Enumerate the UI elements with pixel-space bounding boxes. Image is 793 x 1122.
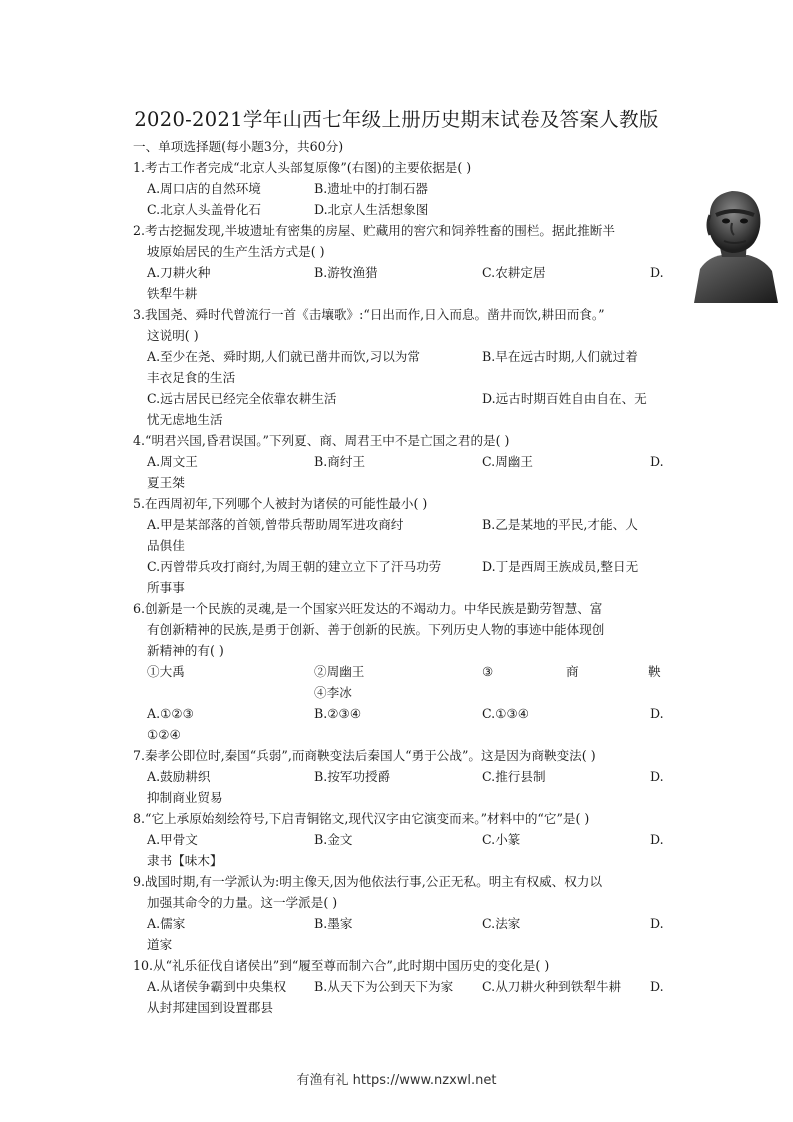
question-10-option-b[interactable]: B.从天下为公到天下为家 bbox=[314, 979, 454, 994]
question-8-option-d-text: 隶书【味木】 bbox=[147, 853, 223, 868]
page-title: 2020-2021学年山西七年级上册历史期末试卷及答案人教版 bbox=[134, 108, 659, 131]
question-3-option-a[interactable]: A.至少在尧、舜时期,人们就已凿井而饮,习以为常 bbox=[147, 349, 420, 364]
question-2-option-d-text: 铁犁牛耕 bbox=[147, 286, 198, 301]
question-5-option-a[interactable]: A.甲是某部落的首领,曾带兵帮助周军进攻商纣 bbox=[147, 517, 404, 532]
question-6-item-3-char-1: 商 bbox=[566, 664, 579, 679]
question-7-option-a[interactable]: A.鼓励耕织 bbox=[147, 769, 211, 784]
question-2-option-a[interactable]: A.刀耕火种 bbox=[147, 265, 211, 280]
question-9-stem-line-1: 9.战国时期,有一学派认为:明主像天,因为他依法行事,公正无私。明主有权威、权力以 bbox=[133, 874, 603, 889]
question-3-option-d-cont: 忧无虑地生活 bbox=[147, 412, 223, 427]
question-4-option-a[interactable]: A.周文王 bbox=[147, 454, 198, 469]
question-6-item-4: ④李冰 bbox=[314, 685, 352, 700]
question-5-option-d[interactable]: D.丁是西周王族成员,整日无 bbox=[482, 559, 639, 574]
question-10-option-d-text: 从封邦建国到设置郡县 bbox=[147, 1000, 273, 1015]
question-6-option-b[interactable]: B.②③④ bbox=[314, 706, 362, 721]
question-7-option-c[interactable]: C.推行县制 bbox=[482, 769, 546, 784]
question-6-option-d-text: ①②④ bbox=[147, 727, 181, 742]
question-2-option-c[interactable]: C.农耕定居 bbox=[482, 265, 546, 280]
question-3-stem-line-1: 3.我国尧、舜时代曾流行一首《击壤歌》:“日出而作,日入而息。凿井而饮,耕田而食。” bbox=[133, 307, 605, 322]
question-7-option-b[interactable]: B.按军功授爵 bbox=[314, 769, 391, 784]
question-4-option-d-text: 夏王桀 bbox=[147, 475, 185, 490]
question-7-option-d[interactable]: D. bbox=[650, 769, 664, 784]
question-6-option-a[interactable]: A.①②③ bbox=[147, 706, 194, 721]
question-6-option-c[interactable]: C.①③④ bbox=[482, 706, 530, 721]
question-5-option-d-cont: 所事事 bbox=[147, 580, 185, 595]
question-7-option-d-text: 抑制商业贸易 bbox=[147, 790, 223, 805]
question-10-option-d[interactable]: D. bbox=[650, 979, 664, 994]
question-9-stem-line-2: 加强其命令的力量。这一学派是( ) bbox=[147, 895, 338, 910]
footer-watermark: 有渔有礼 https://www.nzxwl.net bbox=[296, 1073, 497, 1088]
peking-man-bust-image bbox=[686, 185, 782, 305]
question-5-option-c[interactable]: C.丙曾带兵攻打商纣,为周王朝的建立立下了汗马功劳 bbox=[147, 559, 442, 574]
question-7-stem: 7.秦孝公即位时,秦国“兵弱”,而商鞅变法后秦国人“勇于公战”。这是因为商鞅变法( ) bbox=[133, 748, 596, 763]
question-8-option-a[interactable]: A.甲骨文 bbox=[147, 832, 198, 847]
question-4-option-b[interactable]: B.商纣王 bbox=[314, 454, 366, 469]
question-1-option-a[interactable]: A.周口店的自然环境 bbox=[147, 181, 261, 196]
question-8-stem: 8.“它上承原始刻绘符号,下启青铜铭文,现代汉字由它演变而来。”材料中的“它”是( ) bbox=[133, 811, 590, 826]
question-1-option-d[interactable]: D.北京人生活想象图 bbox=[314, 202, 429, 217]
section-heading: 一、单项选择题(每小题3分，共60分) bbox=[133, 139, 344, 154]
question-3-option-b[interactable]: B.早在远古时期,人们就过着 bbox=[482, 349, 638, 364]
question-9-option-b[interactable]: B.墨家 bbox=[314, 916, 353, 931]
question-3-option-c[interactable]: C.远古居民已经完全依靠农耕生活 bbox=[147, 391, 337, 406]
question-6-item-3-char-2: 鞅 bbox=[648, 664, 661, 679]
question-3-option-d[interactable]: D.远古时期百姓自由自在、无 bbox=[482, 391, 647, 406]
question-6-item-2: ②周幽王 bbox=[314, 664, 365, 679]
question-4-stem: 4.“明君兴国,昏君误国。”下列夏、商、周君王中不是亡国之君的是( ) bbox=[133, 433, 510, 448]
question-1-option-b[interactable]: B.遗址中的打制石器 bbox=[314, 181, 429, 196]
question-10-stem: 10.从“礼乐征伐自诸侯出”到“履至尊而制六合”,此时期中国历史的变化是( ) bbox=[133, 958, 550, 973]
question-2-option-b[interactable]: B.游牧渔猎 bbox=[314, 265, 378, 280]
question-2-option-d[interactable]: D. bbox=[650, 265, 664, 280]
question-8-option-d[interactable]: D. bbox=[650, 832, 664, 847]
question-9-option-c[interactable]: C.法家 bbox=[482, 916, 521, 931]
question-6-item-1: ①大禹 bbox=[147, 664, 185, 679]
question-9-option-d-text: 道家 bbox=[147, 937, 173, 952]
question-5-option-b[interactable]: B.乙是某地的平民,才能、人 bbox=[482, 517, 638, 532]
question-8-option-b[interactable]: B.金文 bbox=[314, 832, 353, 847]
question-6-stem-line-1: 6.创新是一个民族的灵魂,是一个国家兴旺发达的不竭动力。中华民族是勤劳智慧、富 bbox=[133, 601, 603, 616]
question-5-option-b-cont: 品俱佳 bbox=[147, 538, 185, 553]
question-9-option-a[interactable]: A.儒家 bbox=[147, 916, 186, 931]
question-9-option-d[interactable]: D. bbox=[650, 916, 664, 931]
question-4-option-c[interactable]: C.周幽王 bbox=[482, 454, 533, 469]
question-10-option-c[interactable]: C.从刀耕火种到铁犁牛耕 bbox=[482, 979, 622, 994]
question-1-option-c[interactable]: C.北京人头盖骨化石 bbox=[147, 202, 261, 217]
question-6-option-d[interactable]: D. bbox=[650, 706, 664, 721]
question-5-stem: 5.在西周初年,下列哪个人被封为诸侯的可能性最小( ) bbox=[133, 496, 428, 511]
question-6-stem-line-3: 新精神的有( ) bbox=[147, 643, 224, 658]
question-3-stem-line-2: 这说明( ) bbox=[147, 328, 199, 343]
question-1-stem: 1.考古工作者完成“北京人头部复原像”(右图)的主要依据是( ) bbox=[133, 160, 472, 175]
question-3-option-b-cont: 丰衣足食的生活 bbox=[147, 370, 236, 385]
question-8-option-c[interactable]: C.小篆 bbox=[482, 832, 521, 847]
question-6-item-3-number: ③ bbox=[482, 664, 494, 679]
question-4-option-d[interactable]: D. bbox=[650, 454, 664, 469]
question-2-stem-line-2: 坡原始居民的生产生活方式是( ) bbox=[147, 244, 325, 259]
question-10-option-a[interactable]: A.从诸侯争霸到中央集权 bbox=[147, 979, 287, 994]
question-2-stem-line-1: 2.考古挖掘发现,半坡遗址有密集的房屋、贮藏用的窖穴和饲养牲畜的围栏。据此推断半 bbox=[133, 223, 615, 238]
question-6-stem-line-2: 有创新精神的民族,是勇于创新、善于创新的民族。下列历史人物的事迹中能体现创 bbox=[147, 622, 605, 637]
